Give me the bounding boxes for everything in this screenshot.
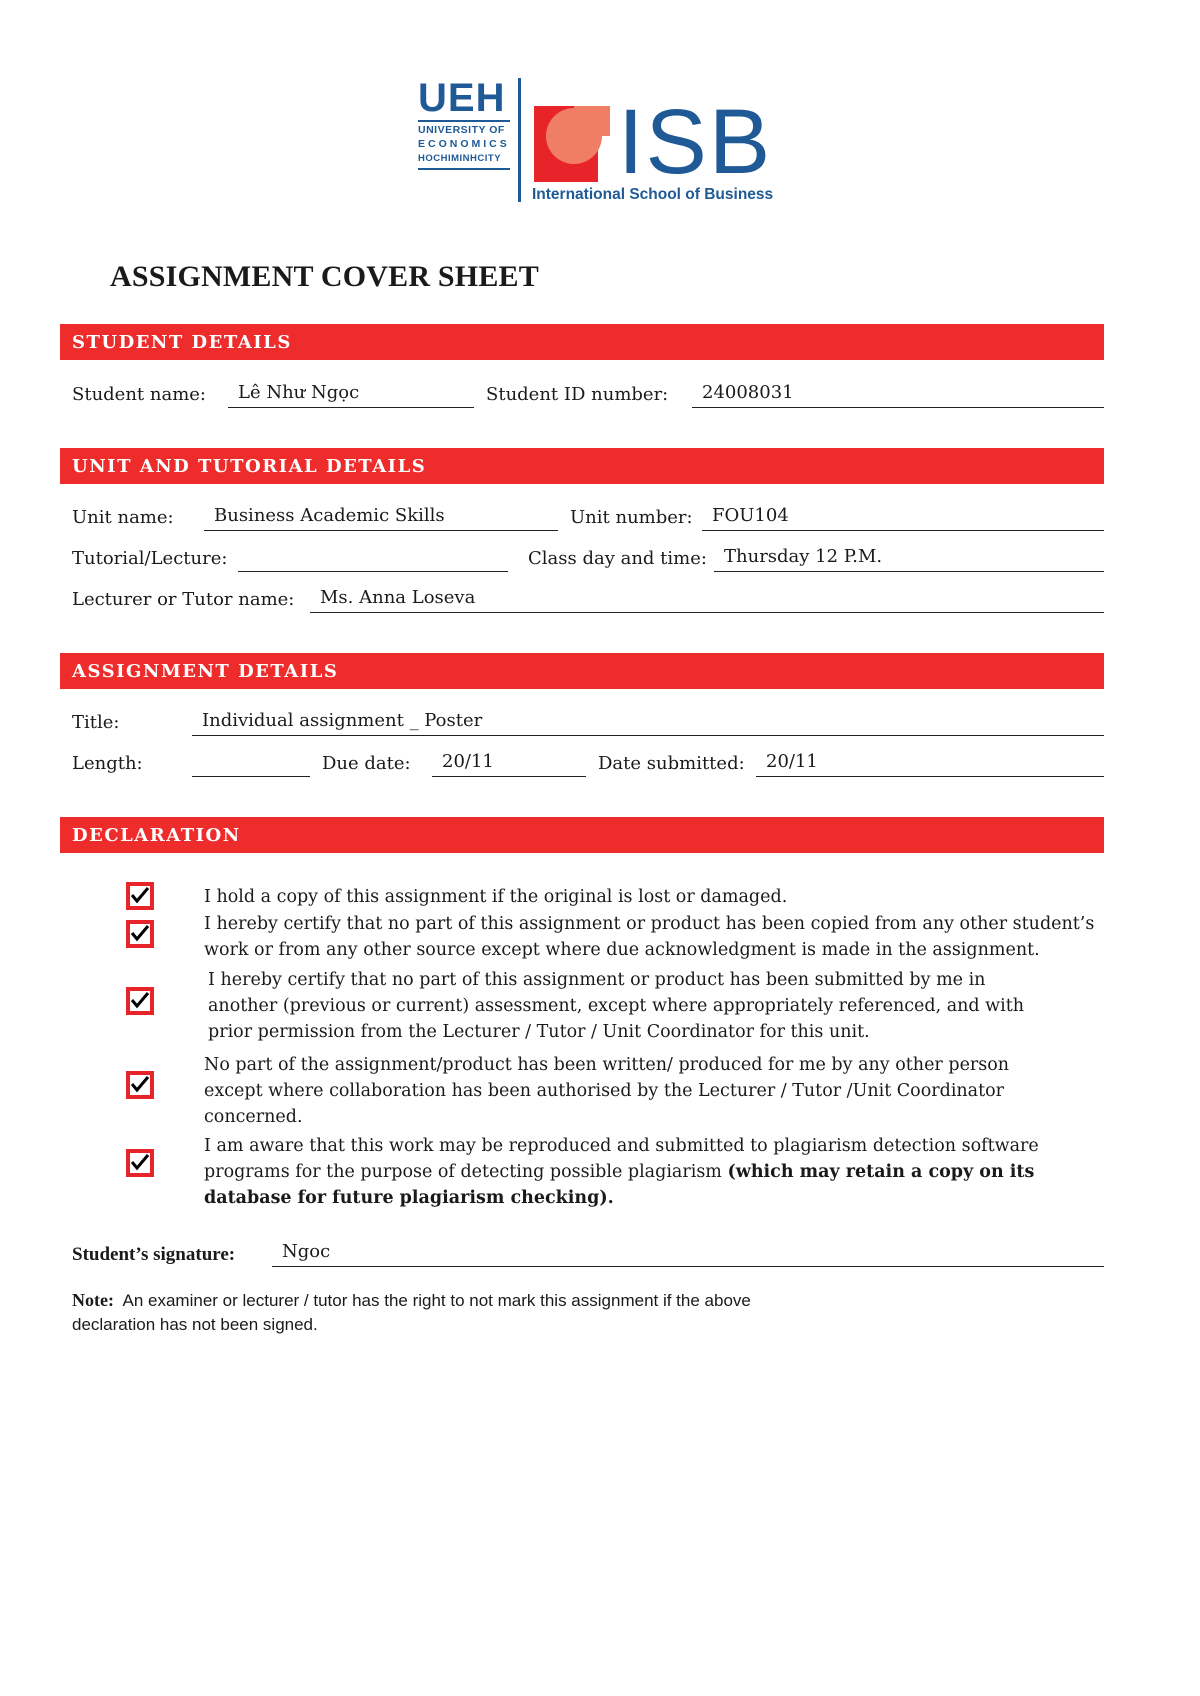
student-id-field[interactable] xyxy=(692,381,1104,408)
class-time-label: Class day and time: xyxy=(528,548,707,569)
tutorial-label: Tutorial/Lecture: xyxy=(72,548,228,569)
ueh-divider xyxy=(418,120,510,122)
ueh-divider-bottom xyxy=(418,168,510,170)
section-title: STUDENT DETAILS xyxy=(72,332,292,353)
signature-label: Student’s signature: xyxy=(72,1244,236,1265)
signature-field[interactable] xyxy=(272,1240,1104,1267)
checkmark-icon xyxy=(129,989,151,1011)
isb-emblem-icon xyxy=(534,106,610,182)
unit-name-field[interactable] xyxy=(204,504,558,531)
due-date-field[interactable] xyxy=(432,750,586,777)
checkmark-icon xyxy=(129,1073,151,1095)
ueh-subtitle-3: HOCHIMINHCITY xyxy=(418,153,502,164)
field-value: Lê Như Ngọc xyxy=(238,382,360,403)
due-date-label: Due date: xyxy=(322,753,411,774)
class-time-field[interactable] xyxy=(714,545,1104,572)
declaration-text-3: I hereby certify that no part of this assignment or product has been submitted by me in another (previous or current) assessment, except where appropriately referenced, and with prior permission from the Lecturer / Tutor / Unit Coordinator for this unit. xyxy=(208,970,1025,1042)
field-value: Ngoc xyxy=(282,1241,331,1262)
university-logo xyxy=(418,78,778,206)
declaration-text-4: No part of the assignment/product has been written/ produced for me by any other person except where collaboration has been authorised by the Lecturer / Tutor /Unit Coordinator concerned. xyxy=(204,1055,1010,1127)
tutorial-field[interactable] xyxy=(238,545,508,572)
declaration-checkbox-1[interactable] xyxy=(126,882,154,910)
logo-separator xyxy=(518,78,521,202)
length-field[interactable] xyxy=(192,750,310,777)
field-value: FOU104 xyxy=(712,505,789,526)
note xyxy=(72,1288,751,1337)
note-label: Note: xyxy=(72,1290,114,1310)
ueh-subtitle-2: ECONOMICS xyxy=(418,138,510,150)
date-submitted-field[interactable] xyxy=(756,750,1104,777)
declaration-text-2: I hereby certify that no part of this assignment or product has been copied from any other student’s work or from any other source except where due acknowledgment is made in the assignment. xyxy=(204,914,1095,960)
lecturer-field[interactable] xyxy=(310,586,1104,613)
field-value: 20/11 xyxy=(442,751,494,772)
student-name-label: Student name: xyxy=(72,384,206,405)
checkmark-icon xyxy=(129,922,151,944)
declaration-checkbox-2[interactable] xyxy=(126,920,154,948)
field-value: Individual assignment _ Poster xyxy=(202,710,483,731)
ueh-subtitle-1: UNIVERSITY OF xyxy=(418,124,505,136)
checkmark-icon xyxy=(129,884,151,906)
section-header-declaration xyxy=(60,817,1104,853)
section-header-assignment xyxy=(60,653,1104,689)
length-label: Length: xyxy=(72,753,143,774)
section-header-student xyxy=(60,324,1104,360)
student-id-label: Student ID number: xyxy=(486,384,669,405)
date-submitted-label: Date submitted: xyxy=(598,753,745,774)
student-name-field[interactable] xyxy=(228,381,474,408)
declaration-checkbox-5[interactable] xyxy=(126,1149,154,1177)
isb-wordmark: ISB xyxy=(618,91,773,193)
unit-number-label: Unit number: xyxy=(570,507,693,528)
unit-name-label: Unit name: xyxy=(72,507,174,528)
note-line-2: declaration has not been signed. xyxy=(72,1315,318,1334)
lecturer-label: Lecturer or Tutor name: xyxy=(72,589,295,610)
section-title: DECLARATION xyxy=(72,825,241,846)
declaration-text-1: I hold a copy of this assignment if the original is lost or damaged. xyxy=(204,887,788,907)
checkmark-icon xyxy=(129,1151,151,1173)
unit-number-field[interactable] xyxy=(702,504,1104,531)
field-value: Thursday 12 P.M. xyxy=(724,546,883,567)
declaration-text-5: I am aware that this work may be reproduced and submitted to plagiarism detection software programs for the purpose of detecting possible plagiarism (which may retain a copy on its database for future plagiarism checking). xyxy=(204,1136,1039,1208)
isb-school-name: International School of Business xyxy=(532,186,774,203)
field-value: 20/11 xyxy=(766,751,818,772)
field-value: Business Academic Skills xyxy=(214,505,445,526)
ueh-wordmark: UEH xyxy=(418,76,506,120)
declaration-checkbox-4[interactable] xyxy=(126,1071,154,1099)
field-value: Ms. Anna Loseva xyxy=(320,587,476,608)
section-header-unit xyxy=(60,448,1104,484)
title-label: Title: xyxy=(72,712,120,733)
section-title: ASSIGNMENT DETAILS xyxy=(72,661,339,682)
field-value: 24008031 xyxy=(702,382,794,403)
title-field[interactable] xyxy=(192,709,1104,736)
declaration-checkbox-3[interactable] xyxy=(126,987,154,1015)
page-title: ASSIGNMENT COVER SHEET xyxy=(110,260,539,293)
section-title: UNIT AND TUTORIAL DETAILS xyxy=(72,456,427,477)
note-line-1: An examiner or lecturer / tutor has the right to not mark this assignment if the above xyxy=(122,1291,751,1310)
